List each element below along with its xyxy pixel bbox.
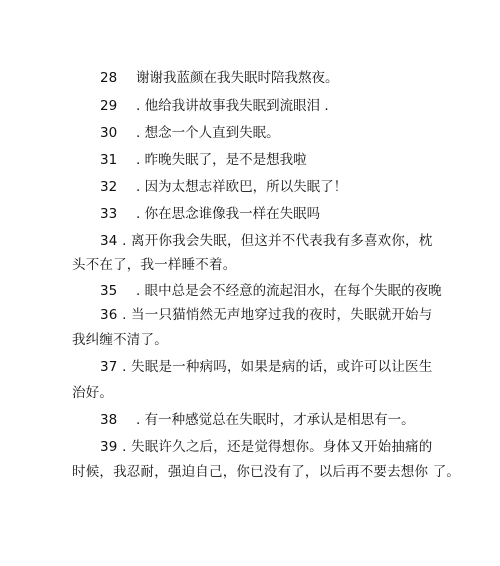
entry-text: . 他给我讲故事我失眠到流眼泪 .: [136, 98, 329, 114]
entry-number: 31: [100, 152, 118, 168]
entry-line: 39 . 失眠许久之后，还是觉得想你。身体又开始抽痛的: [100, 439, 433, 455]
entry-text: 谢谢我蓝颜在我失眠时陪我熬夜。: [136, 70, 339, 86]
entry-text: . 你在思念谁像我一样在失眠吗: [136, 206, 321, 222]
entry-line: 36 . 当一只猫悄然无声地穿过我的夜时，失眠就开始与: [100, 307, 433, 323]
entry-number: 38: [100, 412, 118, 428]
entry-text: . 因为太想志祥欧巴，所以失眠了！: [136, 179, 348, 195]
entry-continuation: 我纠缠不清了。: [72, 332, 168, 348]
entry-text: . 有一种感觉总在失眠时，才承认是相思有一。: [136, 412, 415, 428]
entry-continuation: 头不在了，我一样睡不着。: [72, 257, 237, 273]
entry-number: 33: [100, 206, 118, 222]
entry-number: 29: [100, 98, 118, 114]
entry-text: . 昨晚失眠了，是不是想我啦: [136, 152, 307, 168]
entry-line: 34 . 离开你我会失眠，但这并不代表我有多喜欢你，枕: [100, 233, 433, 249]
entry-number: 30: [100, 125, 118, 141]
entry-text: . 眼中总是会不经意的流起泪水，在每个失眠的夜晚: [136, 283, 442, 299]
entry-continuation: 时候，我忍耐，强迫自己，你已没有了，以后再不要去想你 了。: [72, 464, 461, 480]
entry-number: 32: [100, 179, 118, 195]
entry-number: 28: [100, 70, 118, 86]
entry-text: . 想念一个人直到失眠。: [136, 125, 280, 141]
entry-continuation: 治好。: [72, 385, 114, 401]
entry-line: 37 . 失眠是一种病吗，如果是病的话，或许可以让医生: [100, 359, 433, 375]
entry-number: 35: [100, 283, 118, 299]
